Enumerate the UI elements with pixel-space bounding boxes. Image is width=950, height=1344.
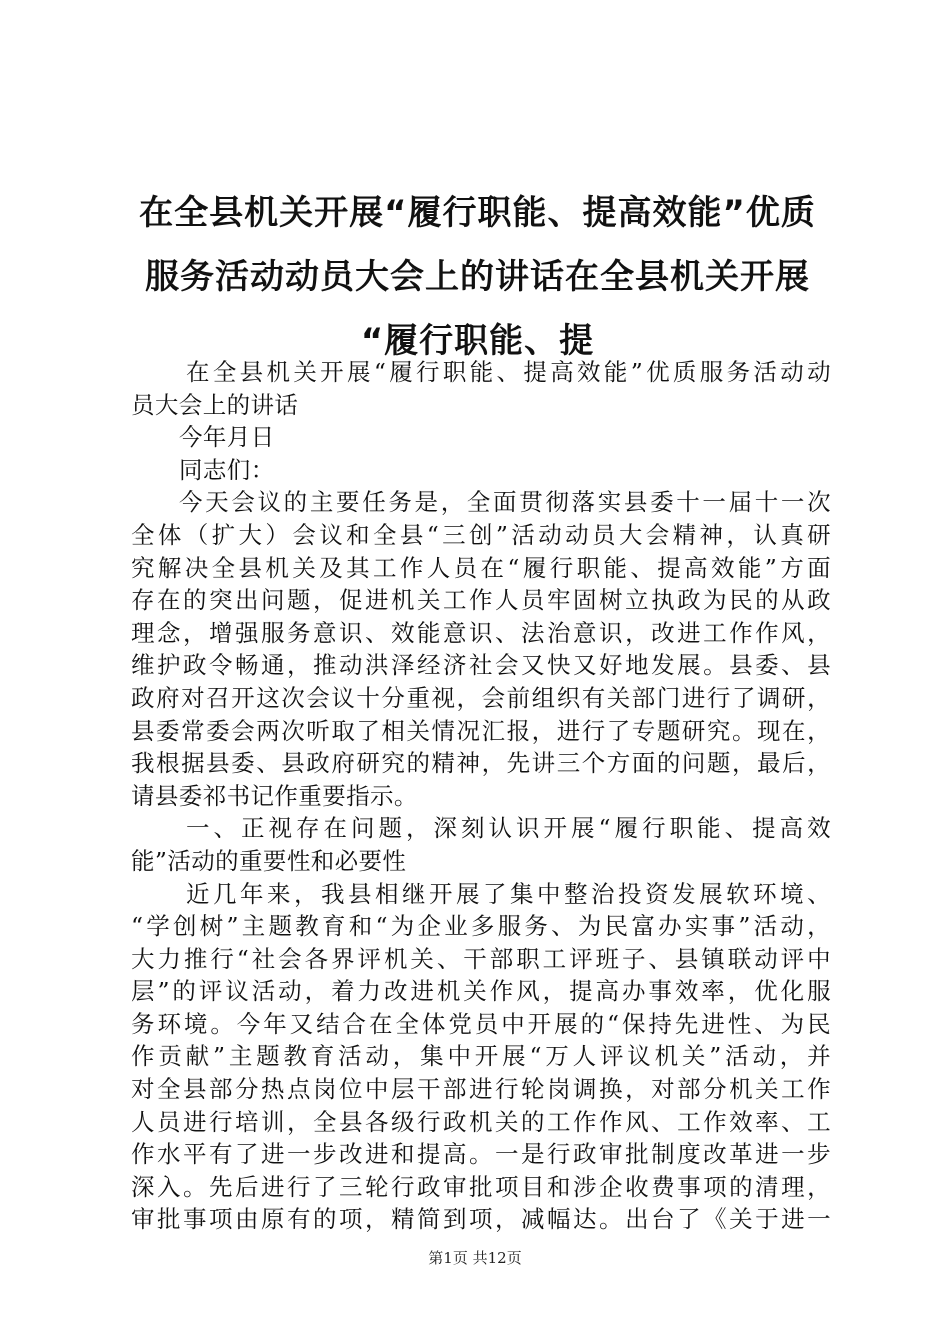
body-line: 存在的突出问题，促进机关工作人员牢固树立执政为民的从政 <box>131 586 831 615</box>
body-line: “学创树”主题教育和“为企业多服务、为民富办实事”活动， <box>131 912 831 941</box>
page-footer: 第1页 共12页 <box>428 1249 522 1267</box>
body-line: 审批事项由原有的项，精简到项，减幅达。出台了《关于进一 <box>131 1205 831 1234</box>
body-line: 究解决全县机关及其工作人员在“履行职能、提高效能”方面 <box>131 553 831 582</box>
body-line: 在全县机关开展“履行职能、提高效能”优质服务活动动 <box>186 358 831 386</box>
body-line: 今年月日 <box>179 423 275 452</box>
body-line: 近几年来，我县相继开展了集中整治投资发展软环境、 <box>186 879 831 908</box>
body-line: 务环境。今年又结合在全体党员中开展的“保持先进性、为民 <box>131 1009 831 1038</box>
body-line: 维护政令畅通，推动洪泽经济社会又快又好地发展。县委、县 <box>131 651 831 680</box>
section-heading-line: 能”活动的重要性和必要性 <box>131 846 407 875</box>
body-line: 请县委祁书记作重要指示。 <box>131 781 418 810</box>
body-line: 作水平有了进一步改进和提高。一是行政审批制度改革进一步 <box>131 1140 831 1169</box>
body-line: 我根据县委、县政府研究的精神，先讲三个方面的问题，最后， <box>131 749 831 778</box>
body-line: 员大会上的讲话 <box>131 390 299 419</box>
title-line: 在全县机关开展“履行职能、提高效能”优质 <box>139 193 816 233</box>
body-line: 深入。先后进行了三轮行政审批项目和涉企收费事项的清理， <box>131 1172 831 1201</box>
body-line: 人员进行培训，全县各级行政机关的工作作风、工作效率、工 <box>131 1107 831 1136</box>
body-line: 政府对召开这次会议十分重视，会前组织有关部门进行了调研， <box>131 683 831 712</box>
body-line: 层”的评议活动，着力改进机关作风，提高办事效率，优化服 <box>131 977 831 1006</box>
body-line: 大力推行“社会各界评机关、干部职工评班子、县镇联动评中 <box>131 944 831 973</box>
title-line: “履行职能、提 <box>360 321 595 361</box>
body-line: 今天会议的主要任务是，全面贯彻落实县委十一届十一次 <box>179 488 831 517</box>
body-line: 县委常委会两次听取了相关情况汇报，进行了专题研究。现在， <box>131 716 831 745</box>
document-title <box>120 181 835 373</box>
body-line: 同志们： <box>179 455 275 484</box>
title-line: 服务活动动员大会上的讲话在全县机关开展 <box>145 257 810 297</box>
document-body <box>131 356 831 1236</box>
section-heading-line: 一、正视存在问题，深刻认识开展“履行职能、提高效 <box>186 814 831 843</box>
body-line: 全体（扩大）会议和全县“三创”活动动员大会精神，认真研 <box>131 520 831 549</box>
body-line: 作贡献”主题教育活动，集中开展“万人评议机关”活动，并 <box>131 1042 831 1071</box>
body-line: 对全县部分热点岗位中层干部进行轮岗调换，对部分机关工作 <box>131 1075 831 1104</box>
body-line: 理念，增强服务意识、效能意识、法治意识，改进工作作风， <box>131 618 831 647</box>
